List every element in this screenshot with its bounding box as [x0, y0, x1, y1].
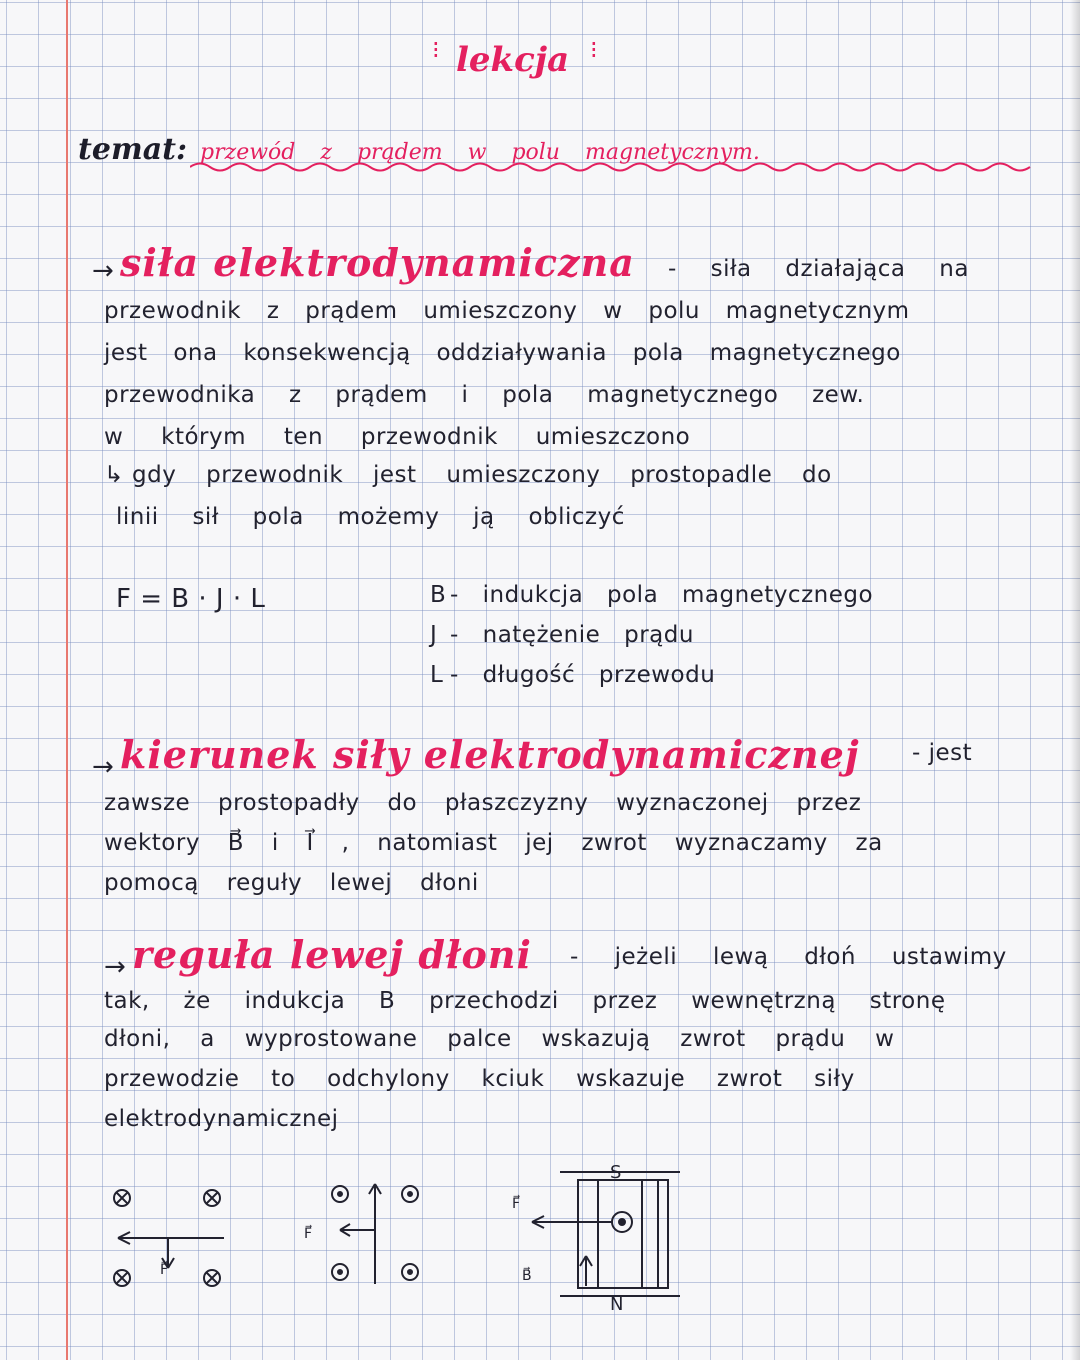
pole-south-label: S — [610, 1162, 622, 1183]
legend-desc-b: - indukcja pola magnetycznego — [450, 582, 874, 608]
section1-line-3: przewodnika z prądem i pola magnetycznego zew. — [104, 382, 865, 408]
section2-line-0: - jest — [912, 740, 973, 766]
notebook-margin-line — [66, 0, 68, 1360]
legend-desc-l: - długość przewodu — [450, 662, 716, 688]
section-heading-sila: siła elektrodynamiczna — [120, 240, 635, 285]
diagram3-induction-label: B⃗ — [522, 1268, 533, 1284]
section1-line-1: przewodnik z prądem umieszczony w polu magnetycznym — [104, 298, 910, 324]
arrow-icon: → — [104, 952, 127, 982]
diagram1-force-label: F⃗ — [160, 1262, 169, 1278]
section3-line-1: tak, że indukcja B przechodzi przez wewnętrzną stronę — [104, 988, 946, 1014]
section2-line-1: zawsze prostopadły do płaszczyzny wyznaczonej przez — [104, 790, 862, 816]
section3-line-2: dłoni, a wyprostowane palce wskazują zwrot prądu w — [104, 1026, 895, 1052]
section1-line-2: jest ona konsekwencją oddziaływania pola magnetycznego — [104, 340, 901, 366]
section-heading-regula: reguła lewej dłoni — [132, 932, 532, 977]
legend-symbol-l: L — [430, 662, 444, 688]
page-edge-shadow — [1070, 0, 1080, 1360]
diagram3-force-label: F⃗ — [512, 1196, 521, 1212]
section3-line-3: przewodzie to odchylony kciuk wskazuje zwrot siły — [104, 1066, 855, 1092]
section3-line-0: - jeżeli lewą dłoń ustawimy — [570, 944, 1007, 970]
title-deco-left-icon: ⁝ — [432, 36, 440, 64]
subject-text: przewód z prądem w polu magnetycznym. — [200, 140, 760, 165]
page-title: lekcja — [456, 40, 570, 80]
arrow-icon: → — [92, 256, 115, 286]
section2-line-2: wektory B⃗ i I⃗ , natomiast jej zwrot wyznaczamy za — [104, 830, 883, 856]
arrow-icon: → — [92, 752, 115, 782]
section1-line-5: gdy przewodnik jest umieszczony prostopadle do — [132, 462, 832, 488]
subject-wavy-underline — [190, 160, 1040, 174]
diagram-field-out-of-page — [310, 1172, 440, 1292]
sub-arrow-icon: ↳ — [104, 462, 124, 488]
section1-line-0: - siła działająca na — [668, 256, 969, 282]
section2-line-3: pomocą reguły lewej dłoni — [104, 870, 479, 896]
diagram-field-into-page — [104, 1180, 244, 1300]
formula: F = B · J · L — [116, 584, 266, 614]
legend-symbol-b: B — [430, 582, 447, 608]
section1-line-6: linii sił pola możemy ją obliczyć — [116, 504, 625, 530]
section3-line-4: elektrodynamicznej — [104, 1106, 339, 1132]
diagram2-force-label: F⃗ — [304, 1226, 313, 1242]
section-heading-kierunek: kierunek siły elektrodynamicznej — [120, 732, 860, 777]
subject-label: temat: — [78, 132, 188, 167]
legend-desc-j: - natężenie prądu — [450, 622, 694, 648]
title-deco-right-icon: ⁝ — [590, 36, 598, 64]
legend-symbol-j: J — [430, 622, 438, 648]
pole-north-label: N — [610, 1294, 624, 1315]
section1-line-4: w którym ten przewodnik umieszczono — [104, 424, 691, 450]
